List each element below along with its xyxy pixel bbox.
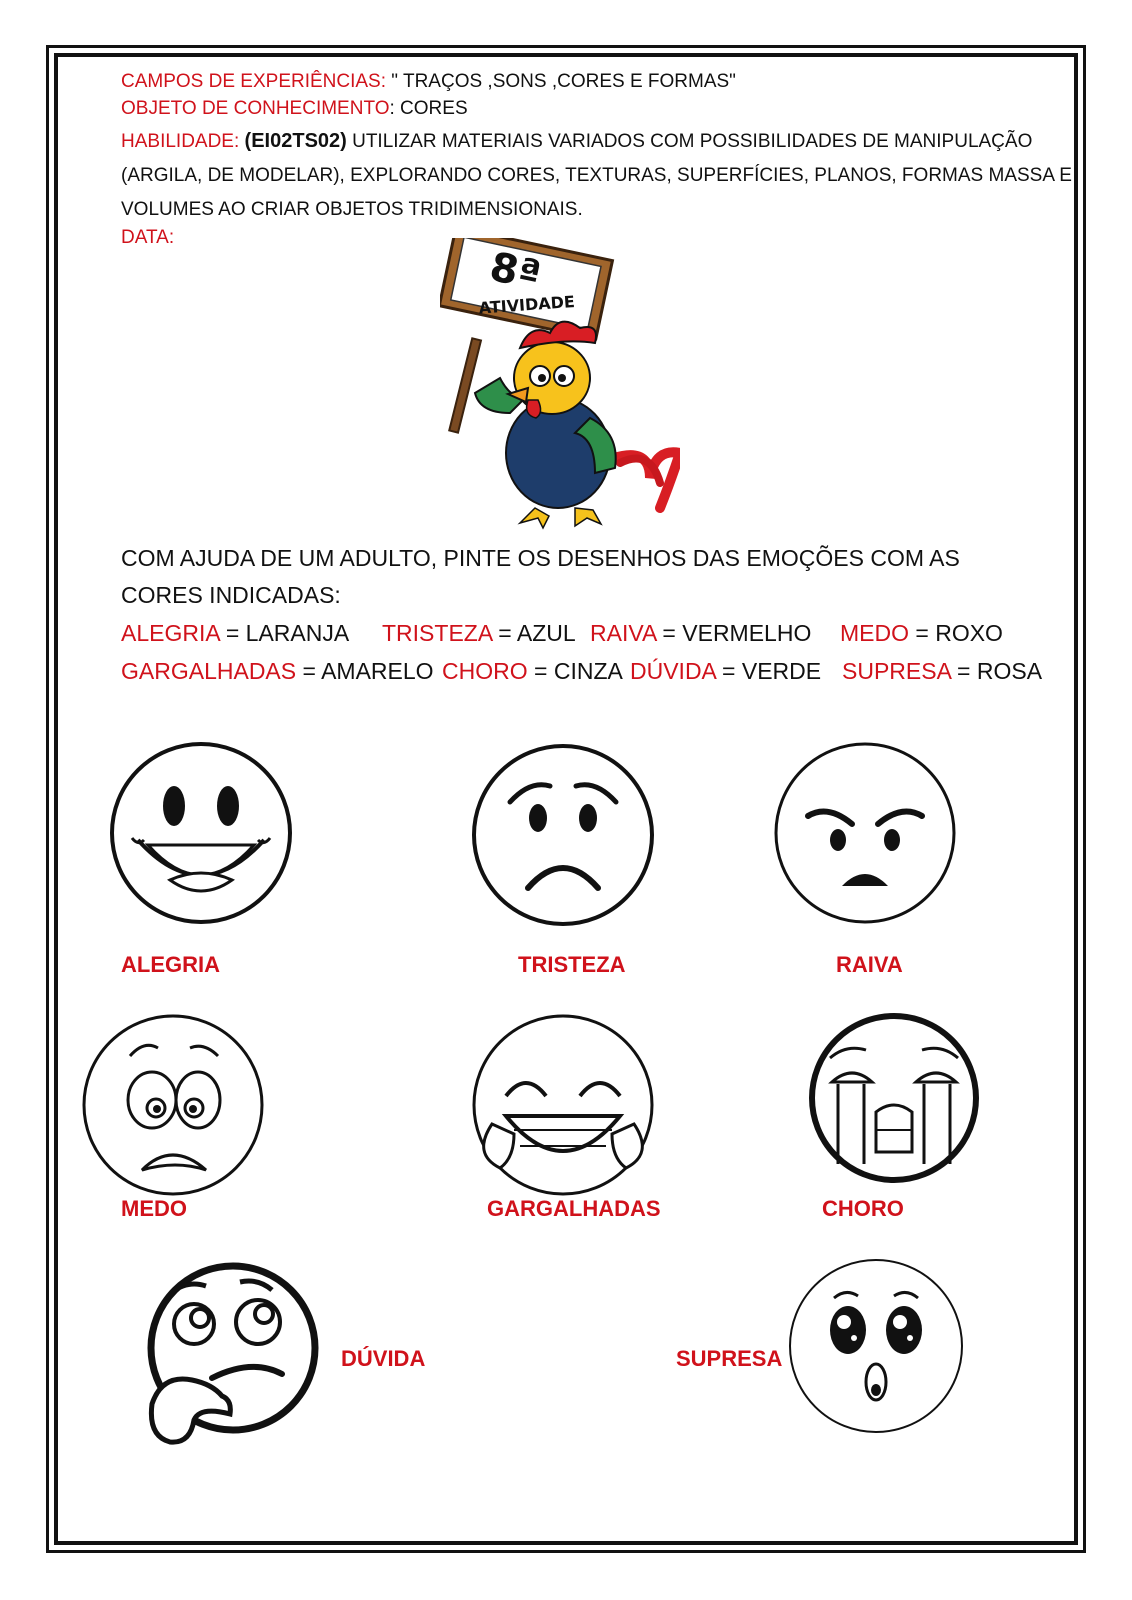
legend-emotion: TRISTEZA (382, 620, 492, 646)
face-label-gargalhadas: GARGALHADAS (487, 1196, 661, 1221)
face-label-raiva: RAIVA (836, 952, 903, 977)
legend-emotion: RAIVA (590, 620, 657, 646)
legend-equals: = (950, 658, 977, 684)
legend-supresa (842, 658, 1042, 685)
legend-color: ROXO (935, 620, 1003, 646)
surprised-face-icon (786, 1256, 966, 1436)
habilidade-code: (EI02TS02) (244, 130, 347, 152)
face-label-supresa: SUPRESA (676, 1346, 783, 1371)
campos-value: " TRAÇOS ,SONS ,CORES E FORMAS" (386, 71, 736, 92)
legend-duvida (630, 658, 821, 685)
legend-color: CINZA (553, 658, 623, 684)
legend-choro (442, 658, 623, 685)
habilidade-line-3: VOLUMES AO CRIAR OBJETOS TRIDIMENSIONAIS. (121, 199, 583, 220)
legend-medo (840, 620, 1003, 647)
legend-emotion: SUPRESA (842, 658, 951, 684)
legend-emotion: CHORO (442, 658, 528, 684)
rooster-sign-illustration (440, 238, 680, 538)
habilidade-label: HABILIDADE: (121, 131, 245, 152)
legend-equals: = (715, 658, 742, 684)
crying-face-icon (808, 1012, 980, 1184)
legend-equals: = (527, 658, 554, 684)
legend-color: AMARELO (321, 658, 434, 684)
face-label-medo: MEDO (121, 1196, 187, 1221)
legend-equals: = (296, 658, 322, 684)
habilidade-line-2: (ARGILA, DE MODELAR), EXPLORANDO CORES, TEXTURAS, SUPERFÍCIES, PLANOS, FORMAS MASSA E (121, 165, 1072, 186)
legend-color: VERDE (741, 658, 822, 684)
happy-face-icon (108, 740, 294, 926)
legend-emotion: GARGALHADAS (121, 658, 297, 684)
activity-number: 8ª (485, 243, 545, 300)
legend-color: ROSA (976, 658, 1043, 684)
objeto-label: OBJETO DE CONHECIMENTO (121, 98, 390, 119)
activity-word: ATIVIDADE (478, 291, 576, 318)
scared-face-icon (80, 1012, 266, 1198)
legend-emotion: DÚVIDA (630, 658, 716, 684)
thinking-face-icon (142, 1262, 324, 1444)
face-label-alegria: ALEGRIA (121, 952, 220, 977)
legend-equals: = (219, 620, 246, 646)
objeto-line (121, 97, 468, 121)
legend-color: VERMELHO (682, 620, 812, 646)
legend-equals: = (656, 620, 683, 646)
sad-face-icon (470, 742, 656, 928)
laughing-face-icon (470, 1012, 656, 1198)
campos-line (121, 70, 736, 94)
legend-emotion: MEDO (840, 620, 909, 646)
face-label-tristeza: TRISTEZA (518, 952, 626, 977)
face-label-duvida: DÚVIDA (341, 1346, 426, 1371)
habilidade-text-1: UTILIZAR MATERIAIS VARIADOS COM POSSIBILIDADES DE MANIPULAÇÃO (346, 131, 1033, 152)
habilidade-line-1 (121, 129, 1032, 154)
face-label-choro: CHORO (822, 1196, 904, 1221)
instruction-text: COM AJUDA DE UM ADULTO, PINTE OS DESENHOS DAS EMOÇÕES COM AS CORES INDICADAS: (121, 545, 960, 608)
data-label: DATA: (121, 227, 175, 248)
legend-color: LARANJA (245, 620, 350, 646)
legend-emotion: ALEGRIA (121, 620, 220, 646)
objeto-value: : CORES (389, 98, 468, 119)
legend-alegria (121, 620, 349, 647)
legend-equals: = (491, 620, 517, 646)
legend-raiva (590, 620, 811, 647)
legend-color: AZUL (516, 620, 576, 646)
legend-tristeza (382, 620, 576, 647)
legend-gargalhadas (121, 658, 434, 685)
angry-face-icon (772, 740, 958, 926)
legend-equals: = (909, 620, 936, 646)
campos-label: CAMPOS DE EXPERIÊNCIAS: (121, 71, 387, 92)
